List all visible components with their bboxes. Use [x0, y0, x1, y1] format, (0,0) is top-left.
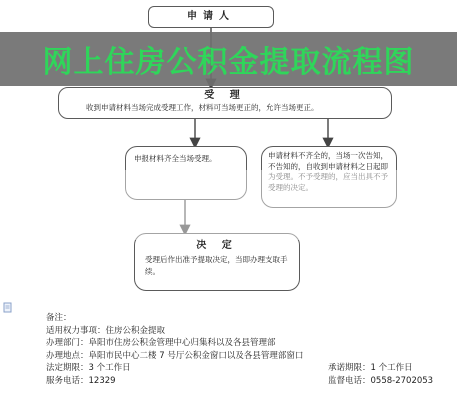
- title-banner: [0, 32, 457, 86]
- node-complete-body: 申报材料齐全当场受理。: [134, 154, 217, 163]
- node-incomplete-body: 申请材料不齐全的，当场一次告知，不告知的，自收到申请材料之日起即为受理。不予受理的，应当出具不予受理的决定。: [268, 151, 388, 192]
- note-item: [46, 350, 446, 363]
- note-label: 承诺期限：: [328, 363, 371, 374]
- note-value: 阜阳市民中心二楼 7 号厅公积金窗口以及各县管理部窗口: [88, 350, 304, 361]
- note-label: 监督电话：: [328, 375, 371, 386]
- watermark-band: [0, 170, 457, 240]
- note-label: 适用权力事项：: [46, 325, 106, 336]
- note-value: 12329: [88, 375, 116, 386]
- note-item: [46, 337, 446, 350]
- node-decision-title: 决 定: [196, 240, 238, 251]
- notes-section: [46, 312, 446, 388]
- node-decision-body: 受理后作出准予提取决定，当即办理支取手续。: [145, 255, 288, 276]
- node-decision: [134, 233, 300, 291]
- note-label: 办理地点：: [46, 350, 89, 361]
- node-accept-body: 收到申请材料当场完成受理工作，材料可当场更正的，允许当场更正。: [86, 103, 319, 112]
- note-value: 1 个工作日: [370, 363, 413, 374]
- note-value: 阜阳市住房公积金管理中心归集科以及各县管理部: [88, 338, 276, 349]
- note-value: 3 个工作日: [88, 363, 131, 374]
- note-label: 办理部门：: [46, 338, 89, 349]
- note-value: 住房公积金提取: [105, 325, 166, 336]
- note-label: 服务电话：: [46, 375, 89, 386]
- node-accept-title: 受 理: [204, 90, 246, 101]
- notes-heading: 备注：: [46, 313, 72, 323]
- note-item: [46, 325, 446, 338]
- banner-title: 网上住房公积金提取流程图: [42, 45, 415, 80]
- note-label: 法定期限：: [46, 363, 89, 374]
- document-icon: [3, 302, 13, 314]
- node-applicant: [148, 6, 274, 28]
- node-applicant-title: 申请人: [187, 11, 235, 22]
- note-paired-row: [46, 375, 446, 388]
- note-paired-row: [46, 362, 446, 375]
- node-accept: [58, 87, 392, 119]
- note-value: 0558-2702053: [370, 375, 434, 386]
